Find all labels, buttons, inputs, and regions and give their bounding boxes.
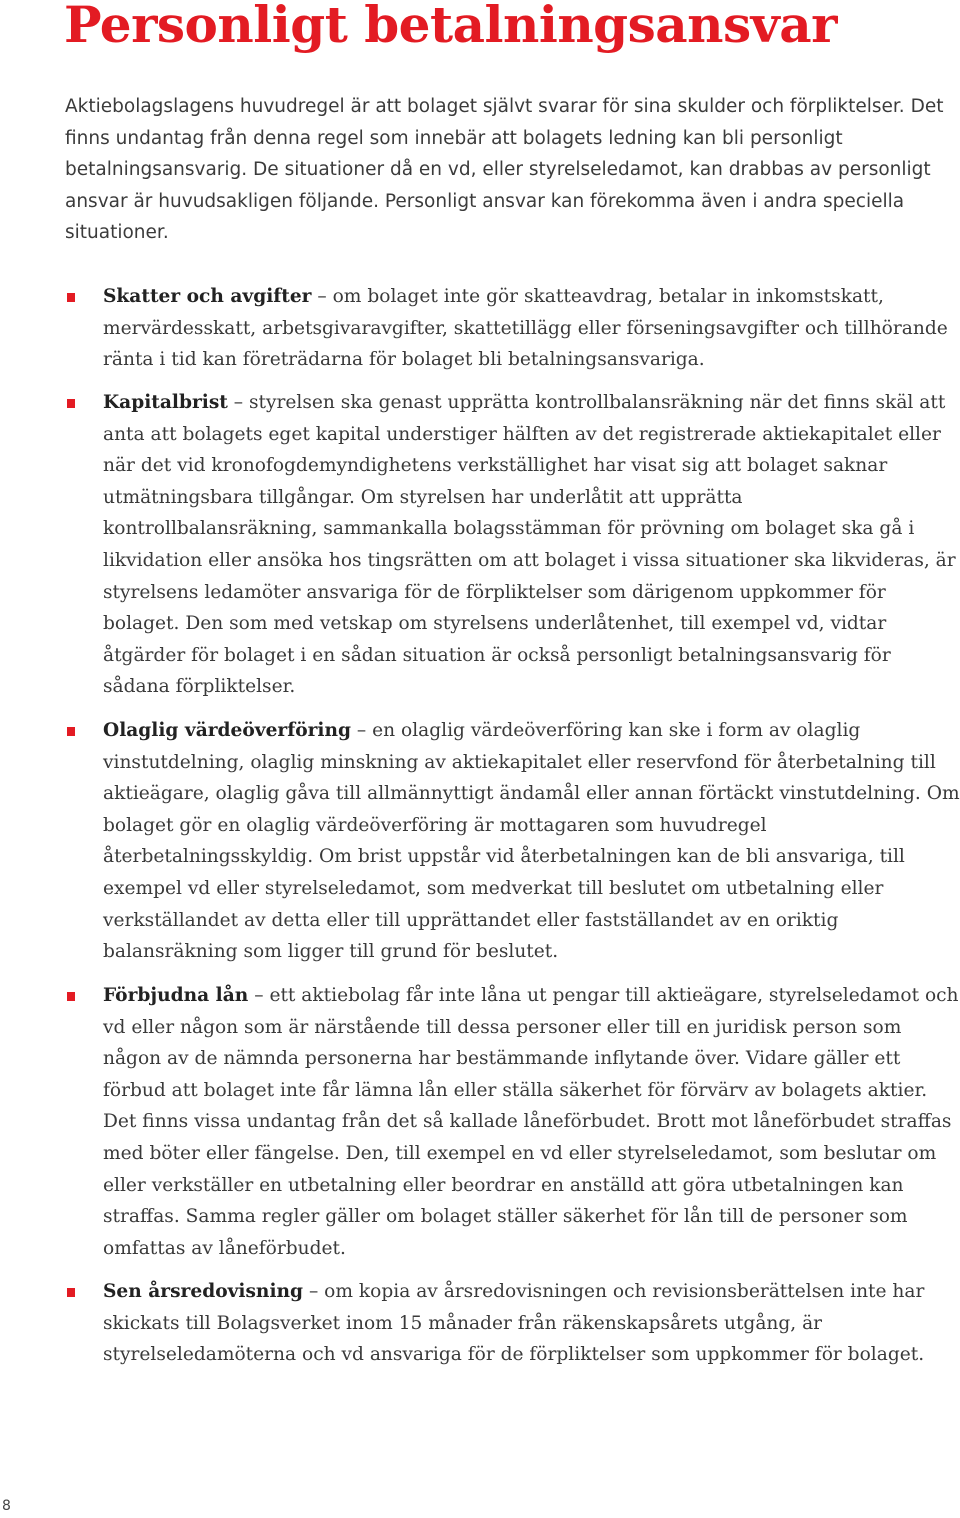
list-item-text	[103, 1276, 960, 1371]
list-item	[65, 387, 960, 703]
list-item-body: om kopia av årsredovisningen och revisionsberättelsen inte har skickats till Bolagsverket inom 15 månader från räkenskapsårets utgång, är styrelseledamöterna och vd ansvariga för de förpliktelser som uppkommer för bolaget.	[103, 1281, 925, 1366]
list-item-title: Kapitalbrist	[103, 392, 228, 413]
list-item	[65, 281, 960, 376]
list-item-title: Sen årsredovisning	[103, 1281, 304, 1302]
bullet-square-icon	[67, 727, 75, 736]
list-item-dash: –	[303, 1281, 325, 1302]
list-item-title: Förbjudna lån	[103, 985, 249, 1006]
list-item-text	[103, 387, 960, 703]
list-item	[65, 1276, 960, 1371]
list-item-body: styrelsen ska genast upprätta kontrollbalansräkning när det finns skäl att anta att bolagets eget kapital understiger hälften av det registrerade aktiekapitalet eller när det vid kronofogdemyndighetens verkställighet har visat sig att bolaget saknar utmätningsbara tillgångar. Om styrelsen har underlåtit att upprätta kontrollbalansräkning, sammankalla bolagsstämman för prövning om bolaget ska gå i likvidation eller ansöka hos tingsrätten om att bolaget i vissa situationer ska likvideras, är styrelsens ledamöter ansvariga för de förpliktelser som därigenom uppkommer för bolaget. Den som med vetskap om styrelsens underlåtenhet, till exempel vd, vidtar åtgärder för bolaget i en sådan situation är också personligt betalningsansvarig för sådana förpliktelser.	[103, 392, 956, 698]
page-title: Personligt betalningsansvar	[64, 0, 837, 54]
list-item	[65, 980, 960, 1264]
list-item-body: om bolaget inte gör skatteavdrag, betalar in inkomstskatt, mervärdesskatt, arbetsgivaravgifter, skattetillägg eller förseningsavgifter och tillhörande ränta i tid kan företrädarna för bolaget bli betalningsansvariga.	[103, 286, 948, 371]
bullet-square-icon	[67, 1288, 75, 1297]
list-item-text	[103, 281, 960, 376]
list-item-title: Olaglig värdeöverföring	[103, 720, 352, 741]
bullet-square-icon	[67, 399, 75, 408]
list-item-body: en olaglig värdeöverföring kan ske i form av olaglig vinstutdelning, olaglig minskning av aktiekapitalet eller reservfond för återbetalning till aktieägare, olaglig gåva till allmännyttigt ändamål eller annan förtäckt vinstutdelning. Om bolaget gör en olaglig värdeöverföring är mottagaren som huvudregel återbetalningsskyldig. Om brist uppstår vid återbetalningen kan de bli ansvariga, till exempel vd eller styrelseledamot, som medverkat till beslutet om utbetalning eller verkställandet av detta eller till upprättandet eller fastställandet av en oriktig balansräkning som ligger till grund för beslutet.	[103, 720, 960, 963]
list-item-dash: –	[351, 720, 373, 741]
list-item-dash: –	[227, 392, 250, 413]
intro-paragraph: Aktiebolagslagens huvudregel är att bolaget självt svarar för sina skulder och förpliktelser. Det finns undantag från denna regel som innebär att bolagets ledning kan bli personligt betalningsansvarig. De situationer då en vd, eller styrelseledamot, kan drabbas av personligt ansvar är huvudsakligen följande. Personligt ansvar kan förekomma även i andra speciella situationer.	[65, 96, 944, 244]
bullet-square-icon	[67, 293, 75, 302]
page-number: 8	[2, 1498, 11, 1514]
list-item-dash: –	[248, 985, 270, 1006]
list-item-body: ett aktiebolag får inte låna ut pengar till aktieägare, styrelseledamot och vd eller någon som är närstående till dessa personer eller till en juridisk person som någon av de nämnda personerna har bestämmande inflytande över. Vidare gäller ett förbud att bolaget inte får lämna lån eller ställa säkerhet för förvärv av bolagets aktier. Det finns vissa undantag från det så kallade låneförbudet. Brott mot låneförbudet straffas med böter eller fängelse. Den, till exempel en vd eller styrelseledamot, som beslutar om eller verkställer en utbetalning eller beordrar en anställd att göra utbetalningen kan straffas. Samma regler gäller om bolaget ställer säkerhet för lån till de personer som omfattas av låneförbudet.	[103, 985, 959, 1259]
list-item	[65, 715, 960, 968]
bullet-square-icon	[67, 992, 75, 1001]
list-item-title: Skatter och avgifter	[103, 286, 312, 307]
list-item-text	[103, 715, 960, 968]
list-item-text	[103, 980, 960, 1264]
list-item-dash: –	[311, 286, 333, 307]
